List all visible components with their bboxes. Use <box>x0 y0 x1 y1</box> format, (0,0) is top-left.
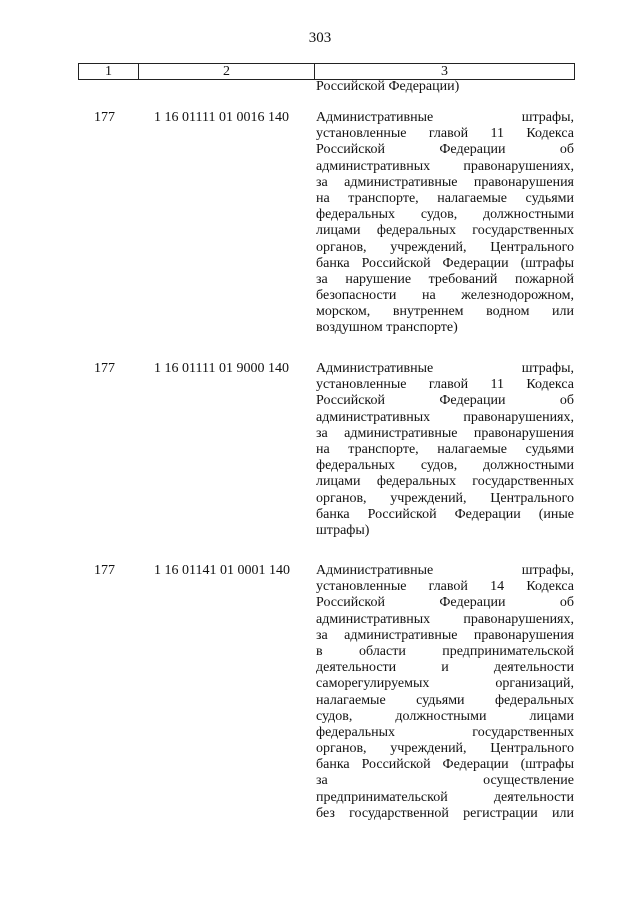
description-line: органов, учреждений, Центрального <box>316 239 574 255</box>
description-line: без государственной регистрации или <box>316 805 574 821</box>
description-line: банка Российской Федерации (штрафы <box>316 757 574 773</box>
description-line: за административные правонарушения <box>316 174 574 190</box>
revenue-description <box>316 361 574 539</box>
description-line: судов, должностными лицами <box>316 708 574 724</box>
description-line: за осуществление <box>316 773 574 789</box>
description-line: безопасности на железнодорожном, <box>316 288 574 304</box>
description-line: Российской Федерации об <box>316 595 574 611</box>
description-line: органов, учреждений, Центрального <box>316 490 574 506</box>
description-line: лицами федеральных государственных <box>316 223 574 239</box>
budget-classification-code: 1 16 01141 01 0001 140 <box>154 563 290 578</box>
description-line: административных правонарушениях, <box>316 611 574 627</box>
description-line: органов, учреждений, Центрального <box>316 741 574 757</box>
admin-code: 177 <box>94 361 115 376</box>
continuation-text: Российской Федерации) <box>316 79 460 94</box>
description-line: на транспорте, налагаемые судьями <box>316 441 574 457</box>
column-header-3: 3 <box>315 64 575 80</box>
description-line: саморегулируемых организаций, <box>316 676 574 692</box>
description-line: банка Российской Федерации (штрафы <box>316 255 574 271</box>
description-line: морском, внутреннем водном или <box>316 304 574 320</box>
description-line: Административные штрафы, <box>316 361 574 376</box>
description-line: административных правонарушениях, <box>316 409 574 425</box>
description-line: в области предпринимательской <box>316 643 574 659</box>
description-line: административных правонарушениях, <box>316 158 574 174</box>
description-line: Российской Федерации об <box>316 142 574 158</box>
budget-classification-code: 1 16 01111 01 9000 140 <box>154 361 289 376</box>
description-line: федеральных судов, должностными <box>316 458 574 474</box>
page-number: 303 <box>308 30 332 46</box>
column-header-table <box>78 63 575 80</box>
description-line: деятельности и деятельности <box>316 660 574 676</box>
description-line: лицами федеральных государственных <box>316 474 574 490</box>
description-line: штрафы) <box>316 522 370 538</box>
description-line: установленные главой 11 Кодекса <box>316 377 574 393</box>
description-line: предпринимательской деятельности <box>316 789 574 805</box>
description-line: федеральных государственных <box>316 724 574 740</box>
column-header-2: 2 <box>139 64 315 80</box>
description-line: Российской Федерации об <box>316 393 574 409</box>
description-line: за нарушение требований пожарной <box>316 271 574 287</box>
description-line: установленные главой 14 Кодекса <box>316 579 574 595</box>
description-line: федеральных судов, должностными <box>316 207 574 223</box>
description-line: за административные правонарушения <box>316 425 574 441</box>
column-header-row <box>79 64 575 80</box>
description-line: установленные главой 11 Кодекса <box>316 126 574 142</box>
description-line: за административные правонарушения <box>316 627 574 643</box>
revenue-description <box>316 110 574 337</box>
description-line: банка Российской Федерации (иные <box>316 506 574 522</box>
admin-code: 177 <box>94 110 115 125</box>
admin-code: 177 <box>94 563 115 578</box>
description-line: на транспорте, налагаемые судьями <box>316 190 574 206</box>
revenue-description <box>316 563 574 822</box>
budget-classification-code: 1 16 01111 01 0016 140 <box>154 110 289 125</box>
column-header-1: 1 <box>79 64 139 80</box>
description-line: Административные штрафы, <box>316 110 574 125</box>
description-line: Административные штрафы, <box>316 563 574 578</box>
description-line: налагаемые судьями федеральных <box>316 692 574 708</box>
description-line: воздушном транспорте) <box>316 320 458 336</box>
